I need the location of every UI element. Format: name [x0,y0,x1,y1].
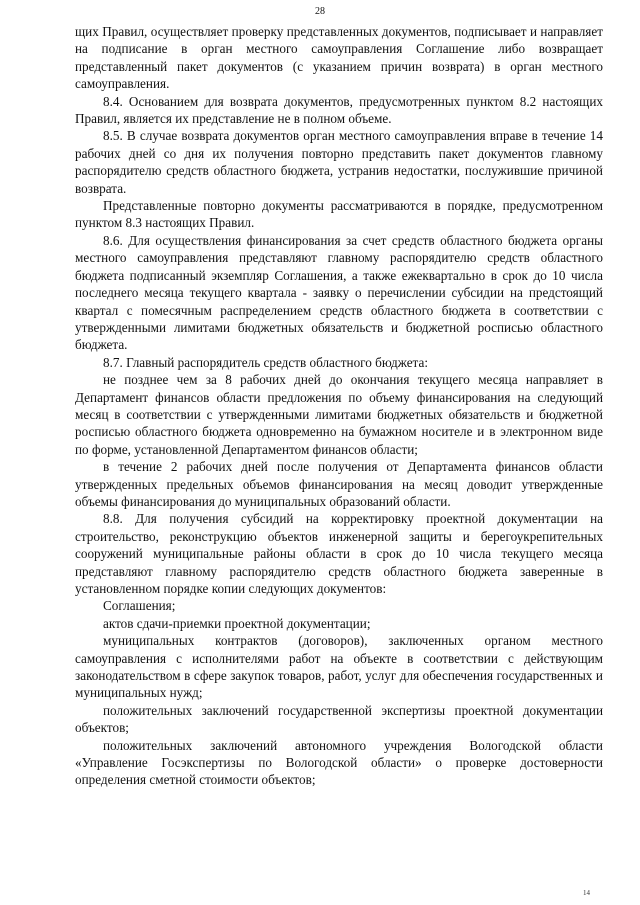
paragraph-resubmission: Представленные повторно документы рассматриваются в порядке, предусмотренном пунктом 8.3 настоящих Правил. [75,198,603,231]
paragraph-continuation: щих Правил, осуществляет проверку представленных документов, подписывает и направляет на подписание в орган местного самоуправления Соглашение либо возвращает представленный пакет документов (с указанием причин возврата) в орган местного самоуправления. [75,24,603,92]
corner-mark: 14 [583,889,590,897]
list-item-contracts: муниципальных контрактов (договоров), заключенных органом местного самоуправления с исполнителями работ на объекте в соответствии с действующим законодательством в сфере закупок товаров, работ, услуг для обеспечения государственных и муниципальных нужд; [75,633,603,701]
list-item-cost-verification: положительных заключений автономного учреждения Вологодской области «Управление Госэкспертизы по Вологодской области» о проверке достоверности определения сметной стоимости объектов; [75,737,603,788]
paragraph-8-4: 8.4. Основанием для возврата документов, предусмотренных пунктом 8.2 настоящих Правил, является их представление не в полном объеме. [75,93,603,127]
page-number: 28 [315,6,325,17]
paragraph-8-7-item-1: не позднее чем за 8 рабочих дней до окончания текущего месяца направляет в Департамент финансов области предложения по объему финансирования на следующий месяц в соответствии с утвержденными лимитами бюджетных обязательств и бюджетной росписью областного бюджета одновременно на бумажном носителе и в электронном виде по форме, установленной Департаментом финансов области; [75,372,603,457]
paragraph-8-7-item-2: в течение 2 рабочих дней после получения от Департамента финансов области утвержденных предельных объемов финансирования на месяц доводит утвержденные объемы финансирования до муниципальных образований области. [75,459,603,509]
list-item-acceptance-acts: актов сдачи-приемки проектной документации; [103,615,371,631]
list-item-state-expertise: положительных заключений государственной экспертизы проектной документации объектов; [75,702,603,736]
paragraph-8-5: 8.5. В случае возврата документов орган местного самоуправления вправе в течение 14 рабочих дней со дня их получения повторно представить пакет документов главному распорядителю средств областного бюджета, устранив недостатки, послужившие причиной возврата. [75,128,603,196]
paragraph-8-6: 8.6. Для осуществления финансирования за счет средств областного бюджета органы местного самоуправления представляют главному распорядителю средств областного бюджета подписанный экземпляр Соглашения, а также ежеквартально в срок до 10 числа последнего месяца текущего квартала - заявку о перечислении субсидии на предстоящий квартал с помесячным распределением средств областного бюджета в соответствии с утвержденными лимитами бюджетных обязательств и бюджетной росписью областного бюджета. [75,232,603,353]
paragraph-8-8: 8.8. Для получения субсидий на корректировку проектной документации на строительство, реконструкцию объектов инженерной защиты и берегоукрепительных сооружений муниципальные районы области в срок до 10 числа текущего месяца представляют главному распорядителю средств областного бюджета заверенные в установленном порядке копии следующих документов: [75,511,603,596]
body-text [75,23,603,789]
list-item-agreements: Соглашения; [103,598,176,614]
paragraph-8-7: 8.7. Главный распорядитель средств областного бюджета: [103,354,428,370]
